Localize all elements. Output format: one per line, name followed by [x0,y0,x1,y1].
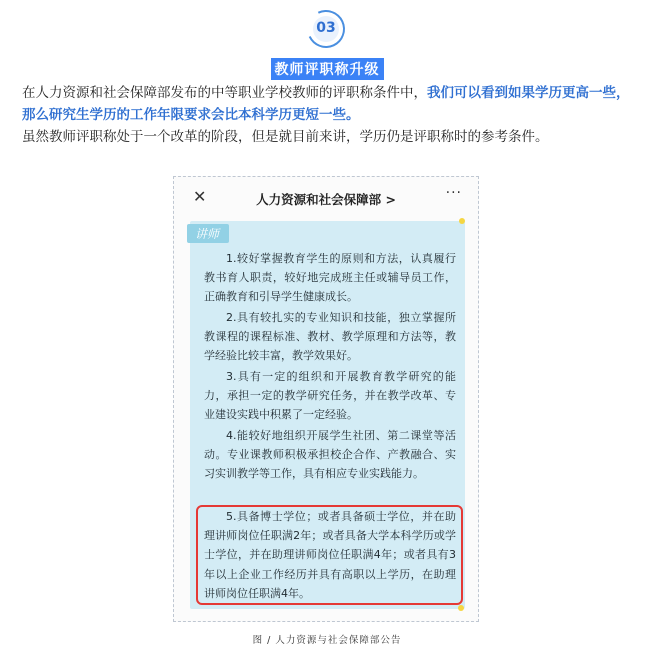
criteria-item-5: 5.具备博士学位；或者具备硕士学位，并在助理讲师岗位任职满2年；或者具备大学本科学历或学士学位，并在助理讲师岗位任职满4年；或者具有3年以上企业工作经历并具有高职以上学历，在助理讲师岗位任职满4年。 [204,510,456,600]
criteria-item-1: 1.较好掌握教育学生的原则和方法，认真履行教书育人职责，较好地完成班主任或辅导员工作，正确教育和引导学生健康成长。 [204,252,456,304]
phone-screenshot [173,176,479,622]
criteria-item-4: 4.能较好地组织开展学生社团、第二课堂等活动。专业课教师积极承担校企合作、产教融合、实习实训教学等工作，具有相应专业实践能力。 [204,429,456,481]
phone-title-text: 人力资源和社会保障部 [256,192,382,207]
section-title-text: 教师评职称升级 [271,58,384,80]
badge-number: 03 [316,20,336,36]
close-icon[interactable]: ✕ [193,187,207,206]
image-caption: 图 / 人力资源与社会保障部公告 [252,635,402,646]
phone-header [174,177,478,219]
highlight-box-item-5 [196,505,463,605]
phone-title[interactable] [174,190,478,208]
paragraph-intro [22,82,634,126]
decor-dot-bottom [458,605,464,611]
paragraph-note: 虽然教师评职称处于一个改革的阶段，但是就目前来讲，学历仍是评职称时的参考条件。 [22,129,549,145]
chevron-right-icon: > [385,192,396,207]
paragraph-intro-highlight: 我们可以看到如果学历更高一些，那么研究生学历的工作年限要求会比本科学历更短一些。 [22,85,630,123]
decor-dot-top [459,218,465,224]
criteria-item-3: 3.具有一定的组织和开展教育教学研究的能力，承担一定的教学研究任务，并在教学改革、专业建设实践中积累了一定经验。 [204,370,456,422]
more-icon[interactable]: ··· [445,185,462,201]
paragraph-intro-plain: 在人力资源和社会保障部发布的中等职业学校教师的评职称条件中， [22,85,427,101]
section-number-badge [307,10,345,48]
criteria-item-2: 2.具有较扎实的专业知识和技能，独立掌握所教课程的课程标准、教材、教学原理和方法等，教学经验比较丰富，教学效果好。 [204,311,456,363]
section-title [0,58,654,80]
lecturer-tag: 讲师 [187,224,229,243]
